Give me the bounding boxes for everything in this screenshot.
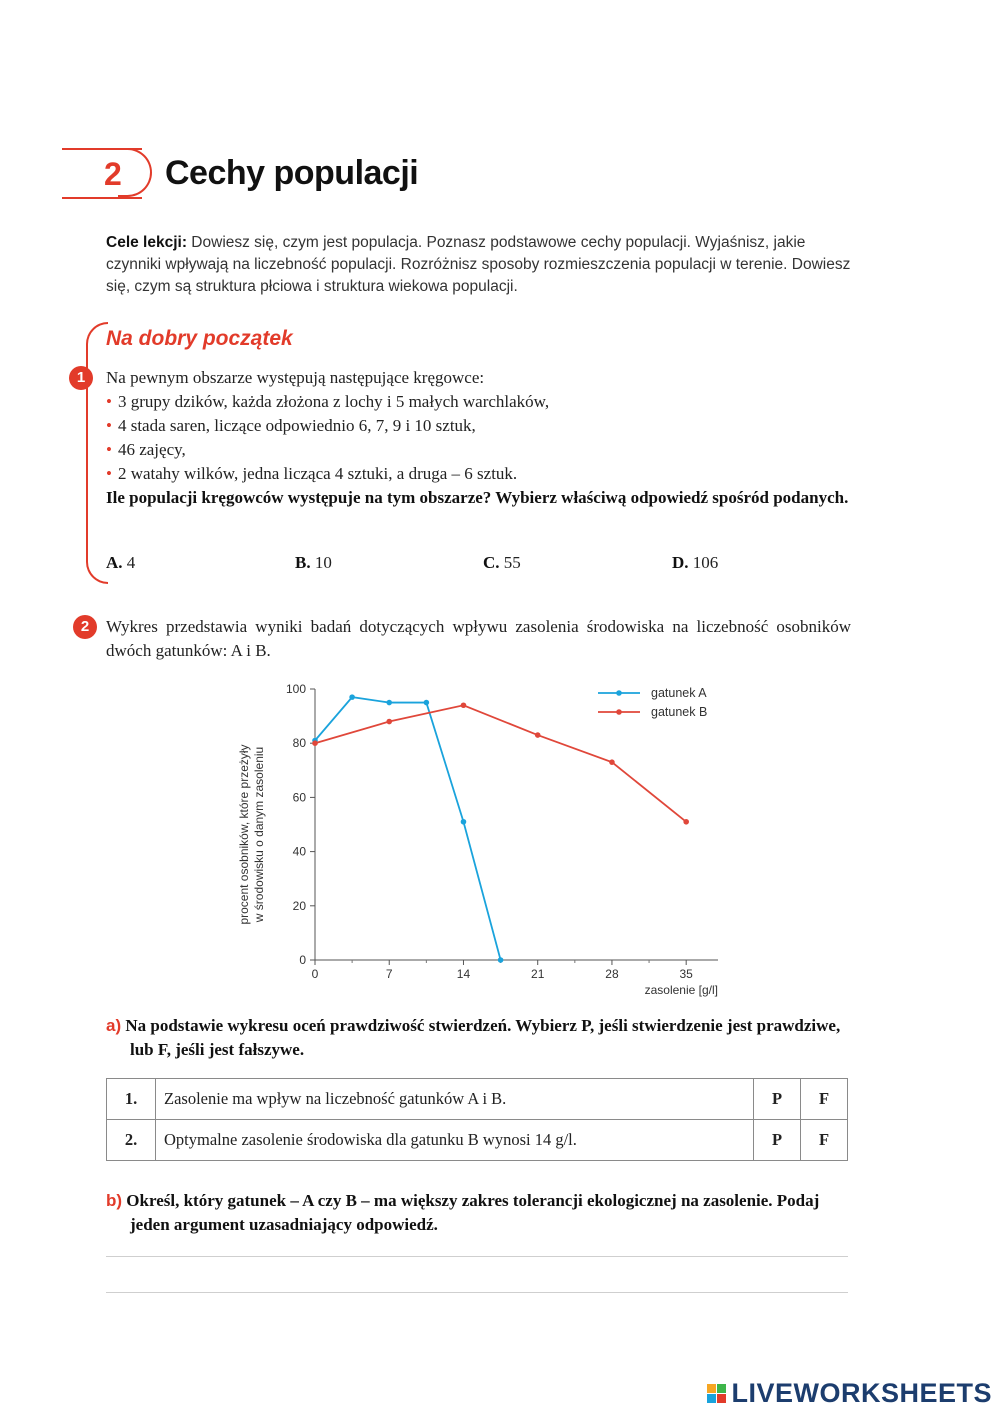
- data-point: [609, 759, 615, 765]
- statement-text: Zasolenie ma wpływ na liczebność gatunków A i B.: [156, 1079, 754, 1120]
- x-tick-label: 14: [456, 967, 471, 981]
- false-option[interactable]: F: [801, 1079, 848, 1120]
- data-point: [386, 719, 392, 725]
- bullet-item: [106, 414, 851, 438]
- y-tick-label: 80: [292, 736, 306, 751]
- chart-series: [312, 694, 689, 962]
- header-number-bracket: [118, 148, 152, 197]
- statement-number: 1.: [107, 1079, 156, 1120]
- y-axis-label-line1: procent osobników, które przeżyły: [237, 744, 251, 925]
- bullet-item: [106, 438, 851, 462]
- table-row: [107, 1079, 848, 1120]
- data-point: [461, 819, 467, 825]
- answer-line[interactable]: [106, 1292, 848, 1293]
- answer-option-a[interactable]: [106, 553, 135, 573]
- data-point: [386, 700, 392, 706]
- bullet-icon: •: [106, 416, 112, 435]
- part-a-label: a): [106, 1016, 122, 1035]
- series-line-a: [315, 697, 501, 960]
- bullet-text: 2 watahy wilków, jedna licząca 4 sztuki, a druga – 6 sztuk.: [117, 464, 518, 483]
- brand-logo: [707, 1378, 992, 1409]
- question-2-intro: Wykres przedstawia wyniki badań dotyczących wpływu zasolenia środowiska na liczebność osobników dwóch gatunków: A i B.: [106, 617, 851, 660]
- line-chart: [230, 672, 730, 1002]
- data-point: [349, 694, 355, 700]
- answer-letter: C.: [483, 553, 500, 572]
- data-point: [424, 700, 430, 706]
- section-title: Na dobry początek: [106, 327, 293, 350]
- question-number-badge: 1: [69, 366, 93, 390]
- y-tick-label: 40: [292, 844, 306, 859]
- data-point: [498, 957, 504, 963]
- series-line-b: [315, 705, 686, 822]
- data-point: [683, 819, 689, 825]
- lesson-goals: [106, 232, 861, 298]
- legend-label: gatunek B: [651, 705, 708, 719]
- y-tick-label: 60: [292, 790, 306, 805]
- answer-option-d[interactable]: [672, 553, 718, 573]
- question-1-intro: Na pewnym obszarze występują następujące kręgowce:: [106, 368, 485, 387]
- bullet-text: 4 stada saren, liczące odpowiednio 6, 7, 9 i 10 sztuk,: [117, 416, 476, 435]
- question-number-badge: 2: [73, 615, 97, 639]
- false-option[interactable]: F: [801, 1120, 848, 1161]
- lesson-number: 2: [104, 156, 122, 192]
- x-tick-label: 7: [385, 967, 393, 981]
- x-axis-label: zasolenie [g/l]: [644, 983, 718, 997]
- answer-letter: B.: [295, 553, 311, 572]
- question-1: [106, 366, 851, 510]
- bullet-item: [106, 462, 851, 486]
- x-tick-label: 28: [605, 967, 619, 981]
- true-option[interactable]: P: [754, 1079, 801, 1120]
- legend-marker: [616, 690, 622, 696]
- header-rule-bottom: [62, 197, 142, 199]
- answer-letter: D.: [672, 553, 689, 572]
- answer-letter: A.: [106, 553, 123, 572]
- answer-value: 10: [314, 553, 332, 572]
- brand-name: LIVEWORKSHEETS: [731, 1378, 992, 1408]
- section-bracket: [86, 322, 108, 584]
- bullet-icon: •: [106, 464, 112, 483]
- answer-value: 106: [692, 553, 719, 572]
- legend-marker: [616, 709, 622, 715]
- legend-label: gatunek A: [651, 686, 707, 700]
- statement-number: 2.: [107, 1120, 156, 1161]
- statement-text: Optymalne zasolenie środowiska dla gatunku B wynosi 14 g/l.: [156, 1120, 754, 1161]
- y-axis-label-line2: w środowisku o danym zasoleniu: [252, 746, 266, 923]
- page-title: Cechy populacji: [165, 154, 419, 192]
- part-b-text: Określ, który gatunek – A czy B – ma większy zakres tolerancji ekologicznej na zasolenie. Podaj jeden argument uzasadniający odpowiedź.: [126, 1191, 820, 1234]
- x-tick-label: 35: [679, 967, 693, 981]
- true-option[interactable]: P: [754, 1120, 801, 1161]
- part-a-text: Na podstawie wykresu oceń prawdziwość stwierdzeń. Wybierz P, jeśli stwierdzenie jest prawdziwe, lub F, jeśli jest fałszywe.: [125, 1016, 841, 1059]
- true-false-table: [106, 1078, 848, 1161]
- x-tick-label: 0: [311, 967, 319, 981]
- bullet-item: [106, 390, 851, 414]
- part-a: [106, 1014, 851, 1062]
- answer-value: 4: [126, 553, 136, 572]
- part-b: [106, 1189, 851, 1237]
- part-b-label: b): [106, 1191, 123, 1210]
- answer-value: 55: [503, 553, 521, 572]
- chart-axes: [286, 682, 718, 981]
- bullet-text: 3 grupy dzików, każda złożona z lochy i 5 małych warchlaków,: [117, 392, 550, 411]
- data-point: [312, 740, 318, 746]
- y-tick-label: 20: [292, 898, 306, 913]
- data-point: [461, 702, 467, 708]
- data-point: [535, 732, 541, 738]
- liveworksheets-icon: [707, 1384, 726, 1403]
- question-1-prompt: Ile populacji kręgowców występuje na tym obszarze? Wybierz właściwą odpowiedź spośród podanych.: [106, 488, 849, 507]
- table-row: [107, 1120, 848, 1161]
- x-tick-label: 21: [531, 967, 545, 981]
- bullet-icon: •: [106, 440, 112, 459]
- goals-text: Dowiesz się, czym jest populacja. Poznasz podstawowe cechy populacji. Wyjaśnisz, jakie czynniki wpływają na liczebność populacji. Rozróżnisz sposoby rozmieszczenia populacji w terenie. Dowiesz się, czym są struktura płciowa i struktura wiekowa populacji.: [106, 234, 851, 295]
- goals-label: Cele lekcji:: [106, 234, 187, 251]
- answer-option-c[interactable]: [483, 553, 521, 573]
- y-tick-label: 0: [299, 953, 306, 967]
- bullet-icon: •: [106, 392, 112, 411]
- y-tick-label: 100: [285, 682, 306, 696]
- chart-legend: [598, 686, 707, 719]
- bullet-text: 46 zajęcy,: [117, 440, 186, 459]
- answer-line[interactable]: [106, 1256, 848, 1257]
- answer-option-b[interactable]: [295, 553, 332, 573]
